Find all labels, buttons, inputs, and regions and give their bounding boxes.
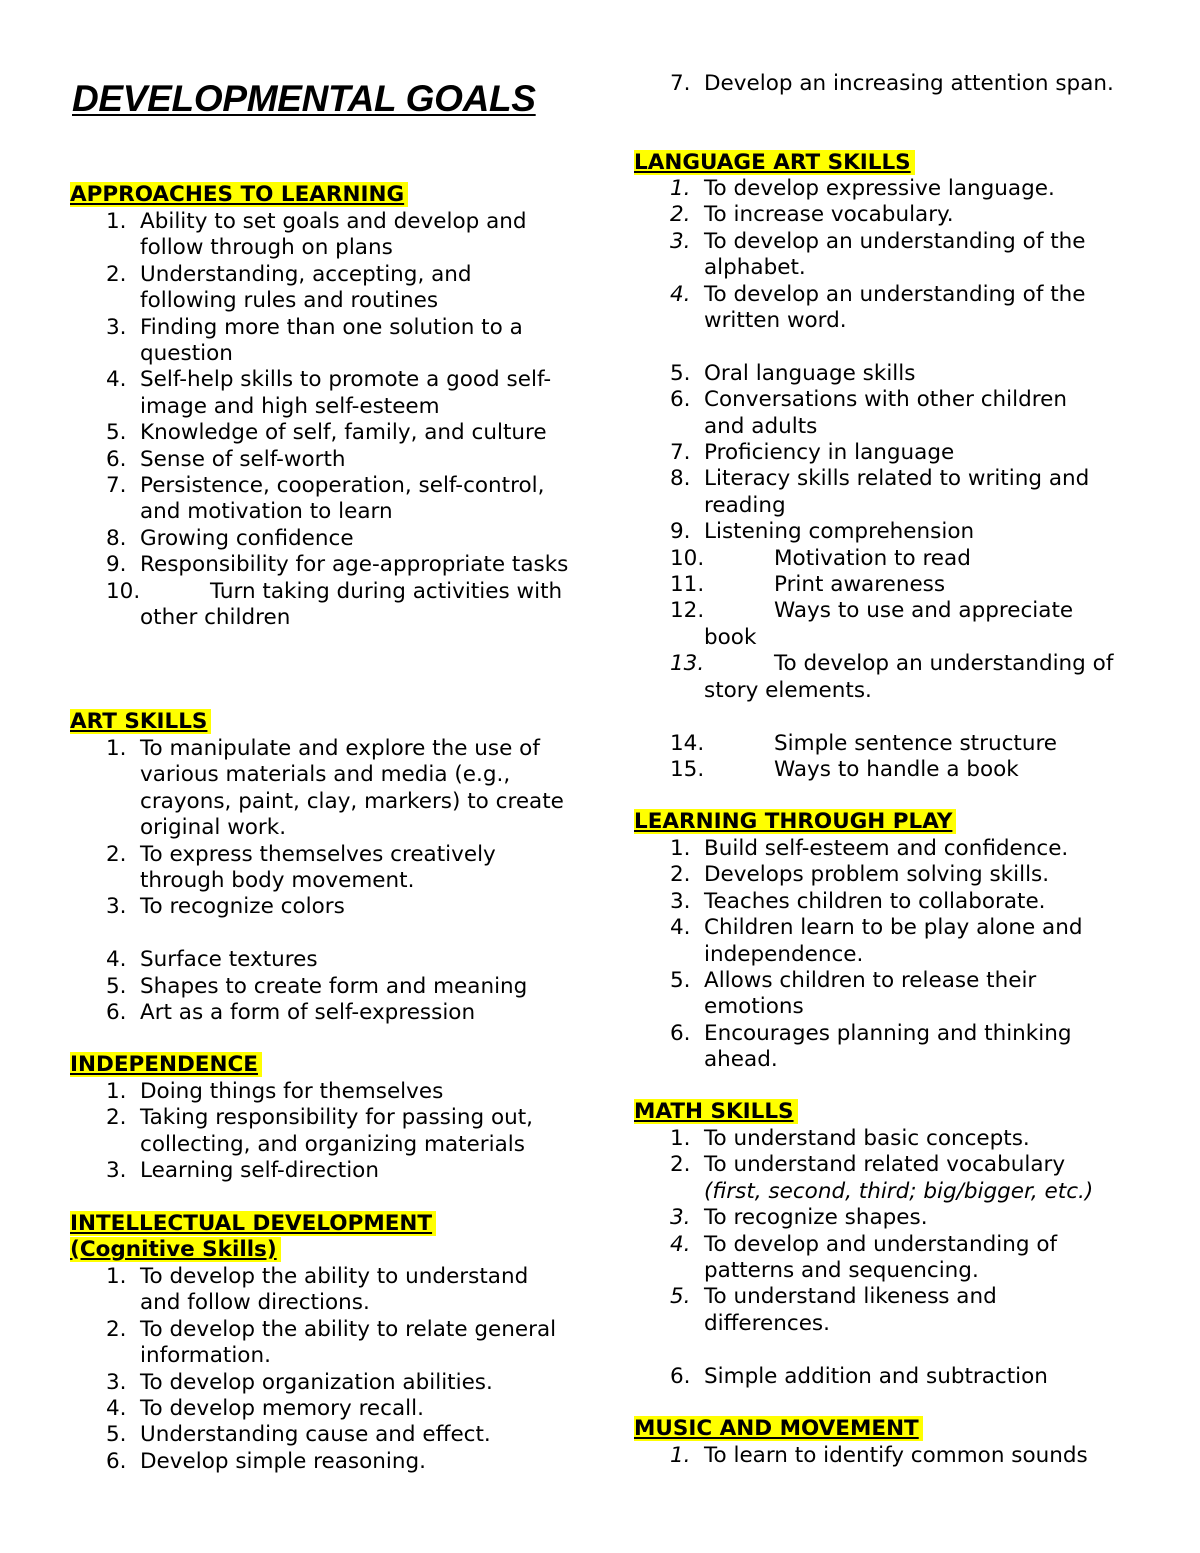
list-item: 9. Listening comprehension [670, 519, 975, 545]
list-item: 11. Print awareness [670, 572, 946, 598]
list-learning-through-play [634, 836, 1114, 1074]
list-item: 2. To understand related vocabulary (first, second, third; big/bigger, etc.) [670, 1152, 1094, 1204]
list-item: 4. To develop and understanding of patterns and sequencing. [670, 1231, 1058, 1284]
list-item: 6. Sense of self-worth [106, 446, 346, 472]
heading-art-skills: ART SKILLS [70, 709, 211, 735]
heading-independence: INDEPENDENCE [70, 1052, 262, 1078]
list-item: 5. Shapes to create form and meaning [106, 973, 528, 999]
list-item: 4. To develop an understanding of the written word. [670, 281, 1086, 334]
list-item: 3. Learning self-direction [106, 1158, 379, 1184]
document-title: DEVELOPMENTAL GOALS [72, 78, 536, 119]
list-item: 5. To understand likeness and differences. [670, 1284, 997, 1336]
list-item: 3. To develop organization abilities. [106, 1369, 493, 1395]
list-item: 6. Develop simple reasoning. [106, 1448, 426, 1474]
list-item: 2. To develop the ability to relate general information. [106, 1316, 557, 1369]
list-item: 8. Literacy skills related to writing and reading [670, 466, 1090, 518]
list-item: 1. To develop the ability to understand and follow directions. [106, 1264, 529, 1316]
list-item: 2. Develops problem solving skills. [670, 862, 1050, 888]
list-item: 5. Understanding cause and effect. [106, 1422, 491, 1448]
list-item: 6. Conversations with other children and adults [670, 387, 1068, 439]
list-item: 15. Ways to handle a book [670, 756, 1019, 782]
list-item: 9. Responsibility for age-appropriate tasks [106, 552, 569, 578]
list-item: 3. To develop an understanding of the alphabet. [670, 228, 1086, 281]
list-item: 1. To understand basic concepts. [670, 1126, 1030, 1151]
heading-intellectual-development: INTELLECTUAL DEVELOPMENT (Cognitive Skills) [70, 1211, 436, 1263]
list-music-and-movement [634, 1443, 1134, 1469]
heading-learning-through-play: LEARNING THROUGH PLAY [634, 809, 956, 835]
heading-music-and-movement: MUSIC AND MOVEMENT [634, 1416, 923, 1442]
list-item: 1. Build self-esteem and confidence. [670, 836, 1069, 861]
list-item: 3. Finding more than one solution to a question [106, 314, 523, 367]
list-art-skills [70, 736, 570, 1026]
list-item: 12. Ways to use and appreciate book [670, 598, 1074, 650]
list-item: 5. Allows children to release their emotions [670, 968, 1037, 1020]
list-item: 5. Knowledge of self, family, and culture [106, 420, 547, 446]
list-item: 7. Proficiency in language [670, 440, 955, 466]
list-item: 6. Encourages planning and thinking ahead. [670, 1020, 1072, 1073]
list-item: 6. Simple addition and subtraction [670, 1363, 1048, 1389]
list-item: 4. Self-help skills to promote a good self-image and high self-esteem [106, 367, 552, 419]
list-item: 3. To recognize colors [106, 894, 345, 920]
list-item: 2. Understanding, accepting, and following rules and routines [106, 261, 472, 314]
list-intellectual-development [70, 1264, 570, 1475]
list-item: 5. Oral language skills [670, 360, 916, 386]
list-language-art-skills [634, 176, 1114, 783]
list-item: 1. To learn to identify common sounds [670, 1443, 1088, 1468]
list-independence [70, 1079, 570, 1185]
list-item: 8. Growing confidence [106, 525, 354, 551]
heading-approaches-to-learning: APPROACHES TO LEARNING [70, 182, 408, 208]
list-item: 3. To recognize shapes. [670, 1205, 928, 1231]
list-item: 10. Motivation to read [670, 545, 971, 571]
list-approaches-to-learning [70, 209, 570, 632]
list-item: 1. Doing things for themselves [106, 1079, 444, 1104]
heading-language-art-skills: LANGUAGE ART SKILLS [634, 150, 915, 176]
list-item: 1. To manipulate and explore the use of various materials and media (e.g., crayons, paint, clay, markers) to create original work. [106, 736, 564, 841]
list-item: 4. Surface textures [106, 947, 318, 973]
list-item: 7. Persistence, cooperation, self-control, and motivation to learn [106, 473, 545, 525]
list-item: 1. Ability to set goals and develop and follow through on plans [106, 209, 527, 261]
list-item: 2. To express themselves creatively through body movement. [106, 841, 496, 894]
list-item: 14. Simple sentence structure [670, 730, 1058, 756]
list-item: 7. Develop an increasing attention span. [670, 71, 1114, 96]
list-intellectual-development-continued [634, 71, 1114, 97]
heading-math-skills: MATH SKILLS [634, 1099, 798, 1125]
list-item: 4. To develop memory recall. [106, 1396, 424, 1422]
list-item: 2. Taking responsibility for passing out, collecting, and organizing materials [106, 1105, 533, 1157]
list-item: 10. Turn taking during activities with other children [106, 578, 563, 631]
list-item: 13. To develop an understanding of story elements. [670, 651, 1114, 703]
list-item: 2. To increase vocabulary. [670, 202, 954, 228]
list-item: 3. Teaches children to collaborate. [670, 888, 1046, 914]
list-item: 6. Art as a form of self-expression [106, 1000, 476, 1026]
list-item: 4. Children learn to be play alone and independence. [670, 915, 1083, 967]
list-math-skills [634, 1126, 1114, 1390]
list-item: 1. To develop expressive language. [670, 176, 1055, 201]
